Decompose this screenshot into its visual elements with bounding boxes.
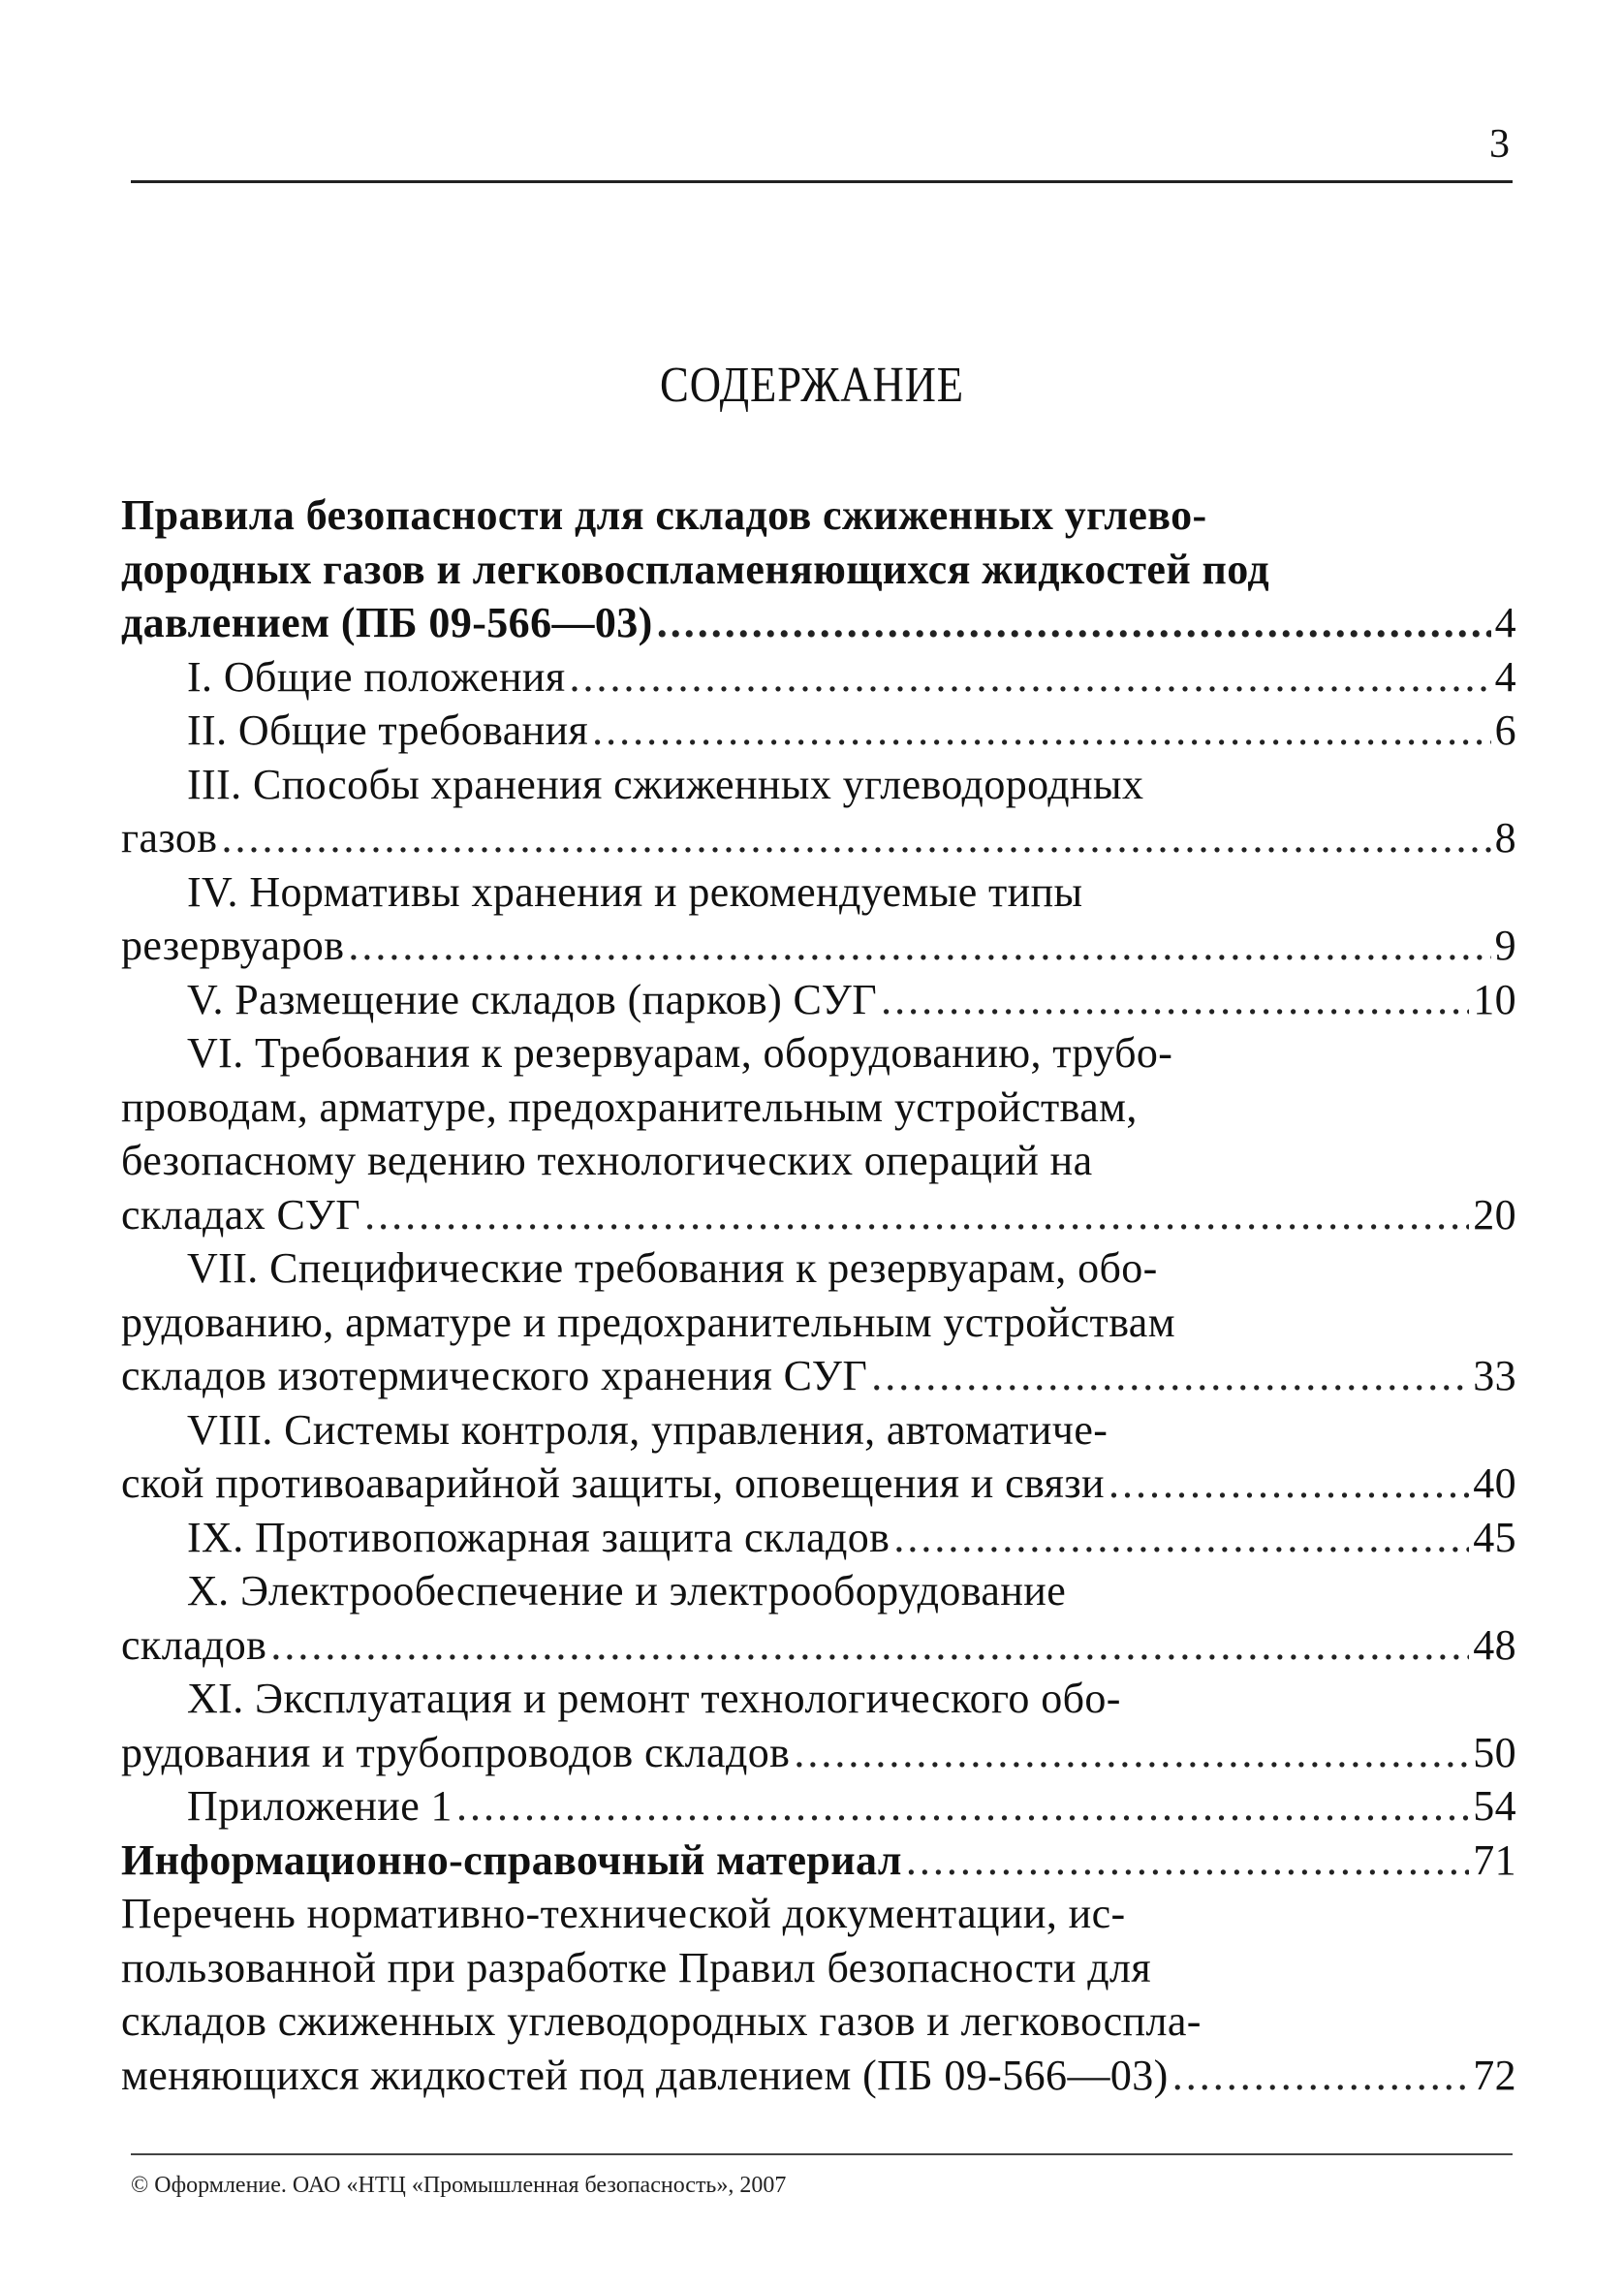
toc-line-text: V. Размещение складов (парков) СУГ [187, 975, 878, 1023]
toc-section-6 [121, 1026, 1516, 1241]
dot-leader [794, 1726, 1469, 1780]
toc-line [121, 1241, 1516, 1296]
toc-line [121, 2049, 1516, 2103]
toc-appendix-1 [121, 1779, 1516, 1834]
dot-leader [881, 973, 1469, 1027]
page-number: 3 [1489, 122, 1510, 167]
toc-section-11 [121, 1672, 1516, 1779]
toc-section-8 [121, 1403, 1516, 1511]
toc-section-9 [121, 1511, 1516, 1565]
toc-info-material [121, 1834, 1516, 1888]
toc-line-text: пользованной при разработке Правил безопасности для [121, 1943, 1151, 1991]
toc-page-number: 6 [1494, 706, 1516, 754]
toc-page-number: 71 [1473, 1835, 1516, 1884]
dot-leader [1109, 1457, 1469, 1511]
toc-line-text: VII. Специфические требования к резервуарам, обо- [187, 1244, 1158, 1292]
toc-line-text: I. Общие положения [187, 652, 566, 701]
toc-line [121, 1296, 1516, 1350]
toc-line-text: III. Способы хранения сжиженных углеводородных [187, 760, 1144, 808]
toc-line [121, 1134, 1516, 1188]
header-rule [131, 180, 1513, 183]
toc-line [121, 488, 1516, 543]
toc-line-text: дородных газов и легковоспламеняющихся жидкостей под [121, 545, 1270, 593]
toc-line [121, 1779, 1516, 1834]
dot-leader [364, 1188, 1469, 1242]
dot-leader [456, 1779, 1469, 1834]
toc-line-text: IX. Противопожарная защита складов [187, 1513, 890, 1561]
toc-line-text: рудованию, арматуре и предохранительным устройствам [121, 1298, 1175, 1346]
dot-leader [592, 704, 1490, 758]
toc-line-text: VIII. Системы контроля, управления, автоматиче- [187, 1405, 1109, 1454]
toc-page-number: 10 [1473, 975, 1516, 1023]
dot-leader [871, 1349, 1469, 1403]
toc-line [121, 865, 1516, 920]
toc-section-4 [121, 865, 1516, 973]
toc-line [121, 973, 1516, 1027]
toc-line-text: рудования и трубопроводов складов [121, 1728, 791, 1776]
toc-page-number: 48 [1473, 1620, 1516, 1669]
toc-line-text: складов изотермического хранения СУГ [121, 1352, 868, 1399]
toc-line [121, 1726, 1516, 1780]
toc-line-text: IV. Нормативы хранения и рекомендуемые типы [187, 867, 1083, 916]
toc-line-text: безопасному ведению технологических операций на [121, 1137, 1093, 1184]
toc-line [121, 1511, 1516, 1565]
toc-main-title [121, 488, 1516, 650]
toc-page-number: 4 [1494, 652, 1516, 701]
toc-page-number: 54 [1473, 1782, 1516, 1830]
dot-leader [348, 919, 1490, 973]
copyright-note: © Оформление. ОАО «НТЦ «Промышленная безопасность», 2007 [131, 2173, 787, 2198]
toc-line [121, 758, 1516, 812]
toc-section-3 [121, 758, 1516, 865]
toc-line-text: X. Электрообеспечение и электрооборудование [187, 1567, 1067, 1615]
toc-line [121, 704, 1516, 758]
toc-line [121, 1887, 1516, 1941]
toc-line-text: XI. Эксплуатация и ремонт технологического обо- [187, 1675, 1121, 1722]
table-of-contents [121, 488, 1516, 2102]
toc-line-text: II. Общие требования [187, 706, 589, 754]
dot-leader [1172, 2049, 1469, 2103]
toc-line-text: VI. Требования к резервуарам, оборудованию, трубо- [187, 1029, 1173, 1077]
dot-leader [221, 811, 1490, 865]
toc-line-text: складов сжиженных углеводородных газов и легковоспла- [121, 1997, 1202, 2045]
toc-line-text: меняющихся жидкостей под давлением (ПБ 09-566—03) [121, 2051, 1169, 2099]
toc-page-number: 9 [1494, 922, 1516, 969]
toc-section-10 [121, 1564, 1516, 1672]
dot-leader [569, 650, 1490, 705]
toc-line-text: Перечень нормативно-технической документации, ис- [121, 1890, 1126, 1937]
toc-line-text: резервуаров [121, 922, 345, 969]
toc-line [121, 1403, 1516, 1458]
toc-line-text: Информационно-справочный материал [121, 1835, 902, 1884]
toc-page-number: 20 [1473, 1190, 1516, 1239]
toc-line [121, 811, 1516, 865]
toc-page-number: 40 [1473, 1459, 1516, 1507]
toc-page-number: 33 [1473, 1352, 1516, 1399]
toc-line-text: Приложение 1 [187, 1782, 453, 1830]
dot-leader [657, 596, 1491, 650]
toc-line [121, 596, 1516, 650]
toc-line-text: Правила безопасности для складов сжиженных углево- [121, 491, 1207, 539]
toc-line [121, 1081, 1516, 1135]
contents-heading: СОДЕРЖАНИЕ [660, 358, 964, 413]
toc-line-text: складах СУГ [121, 1190, 361, 1239]
dot-leader [906, 1834, 1469, 1888]
toc-page-number: 50 [1473, 1728, 1516, 1776]
toc-line-text: проводам, арматуре, предохранительным устройствам, [121, 1082, 1138, 1131]
toc-section-5 [121, 973, 1516, 1027]
toc-line [121, 1941, 1516, 1995]
toc-line-text: ской противоаварийной защиты, оповещения и связи [121, 1459, 1105, 1507]
toc-line [121, 1564, 1516, 1618]
toc-section-7 [121, 1241, 1516, 1403]
toc-line [121, 1026, 1516, 1081]
toc-page-number: 45 [1473, 1513, 1516, 1561]
toc-line-text: давлением (ПБ 09-566—03) [121, 599, 653, 646]
toc-documentation-list [121, 1887, 1516, 2102]
toc-page-number: 72 [1473, 2051, 1516, 2099]
toc-line-text: складов [121, 1620, 267, 1669]
toc-section-1 [121, 650, 1516, 705]
toc-page-number: 8 [1494, 814, 1516, 862]
toc-line [121, 1834, 1516, 1888]
toc-line [121, 1349, 1516, 1403]
toc-line [121, 919, 1516, 973]
toc-line [121, 650, 1516, 705]
toc-line [121, 1618, 1516, 1673]
footer-rule [131, 2153, 1513, 2155]
toc-line [121, 1188, 1516, 1242]
dot-leader [893, 1511, 1469, 1565]
toc-line-text: газов [121, 814, 218, 862]
toc-line [121, 1457, 1516, 1511]
toc-section-2 [121, 704, 1516, 758]
toc-line [121, 1672, 1516, 1726]
toc-line [121, 543, 1516, 597]
toc-line [121, 1994, 1516, 2049]
dot-leader [270, 1618, 1469, 1673]
toc-page-number: 4 [1494, 599, 1516, 646]
